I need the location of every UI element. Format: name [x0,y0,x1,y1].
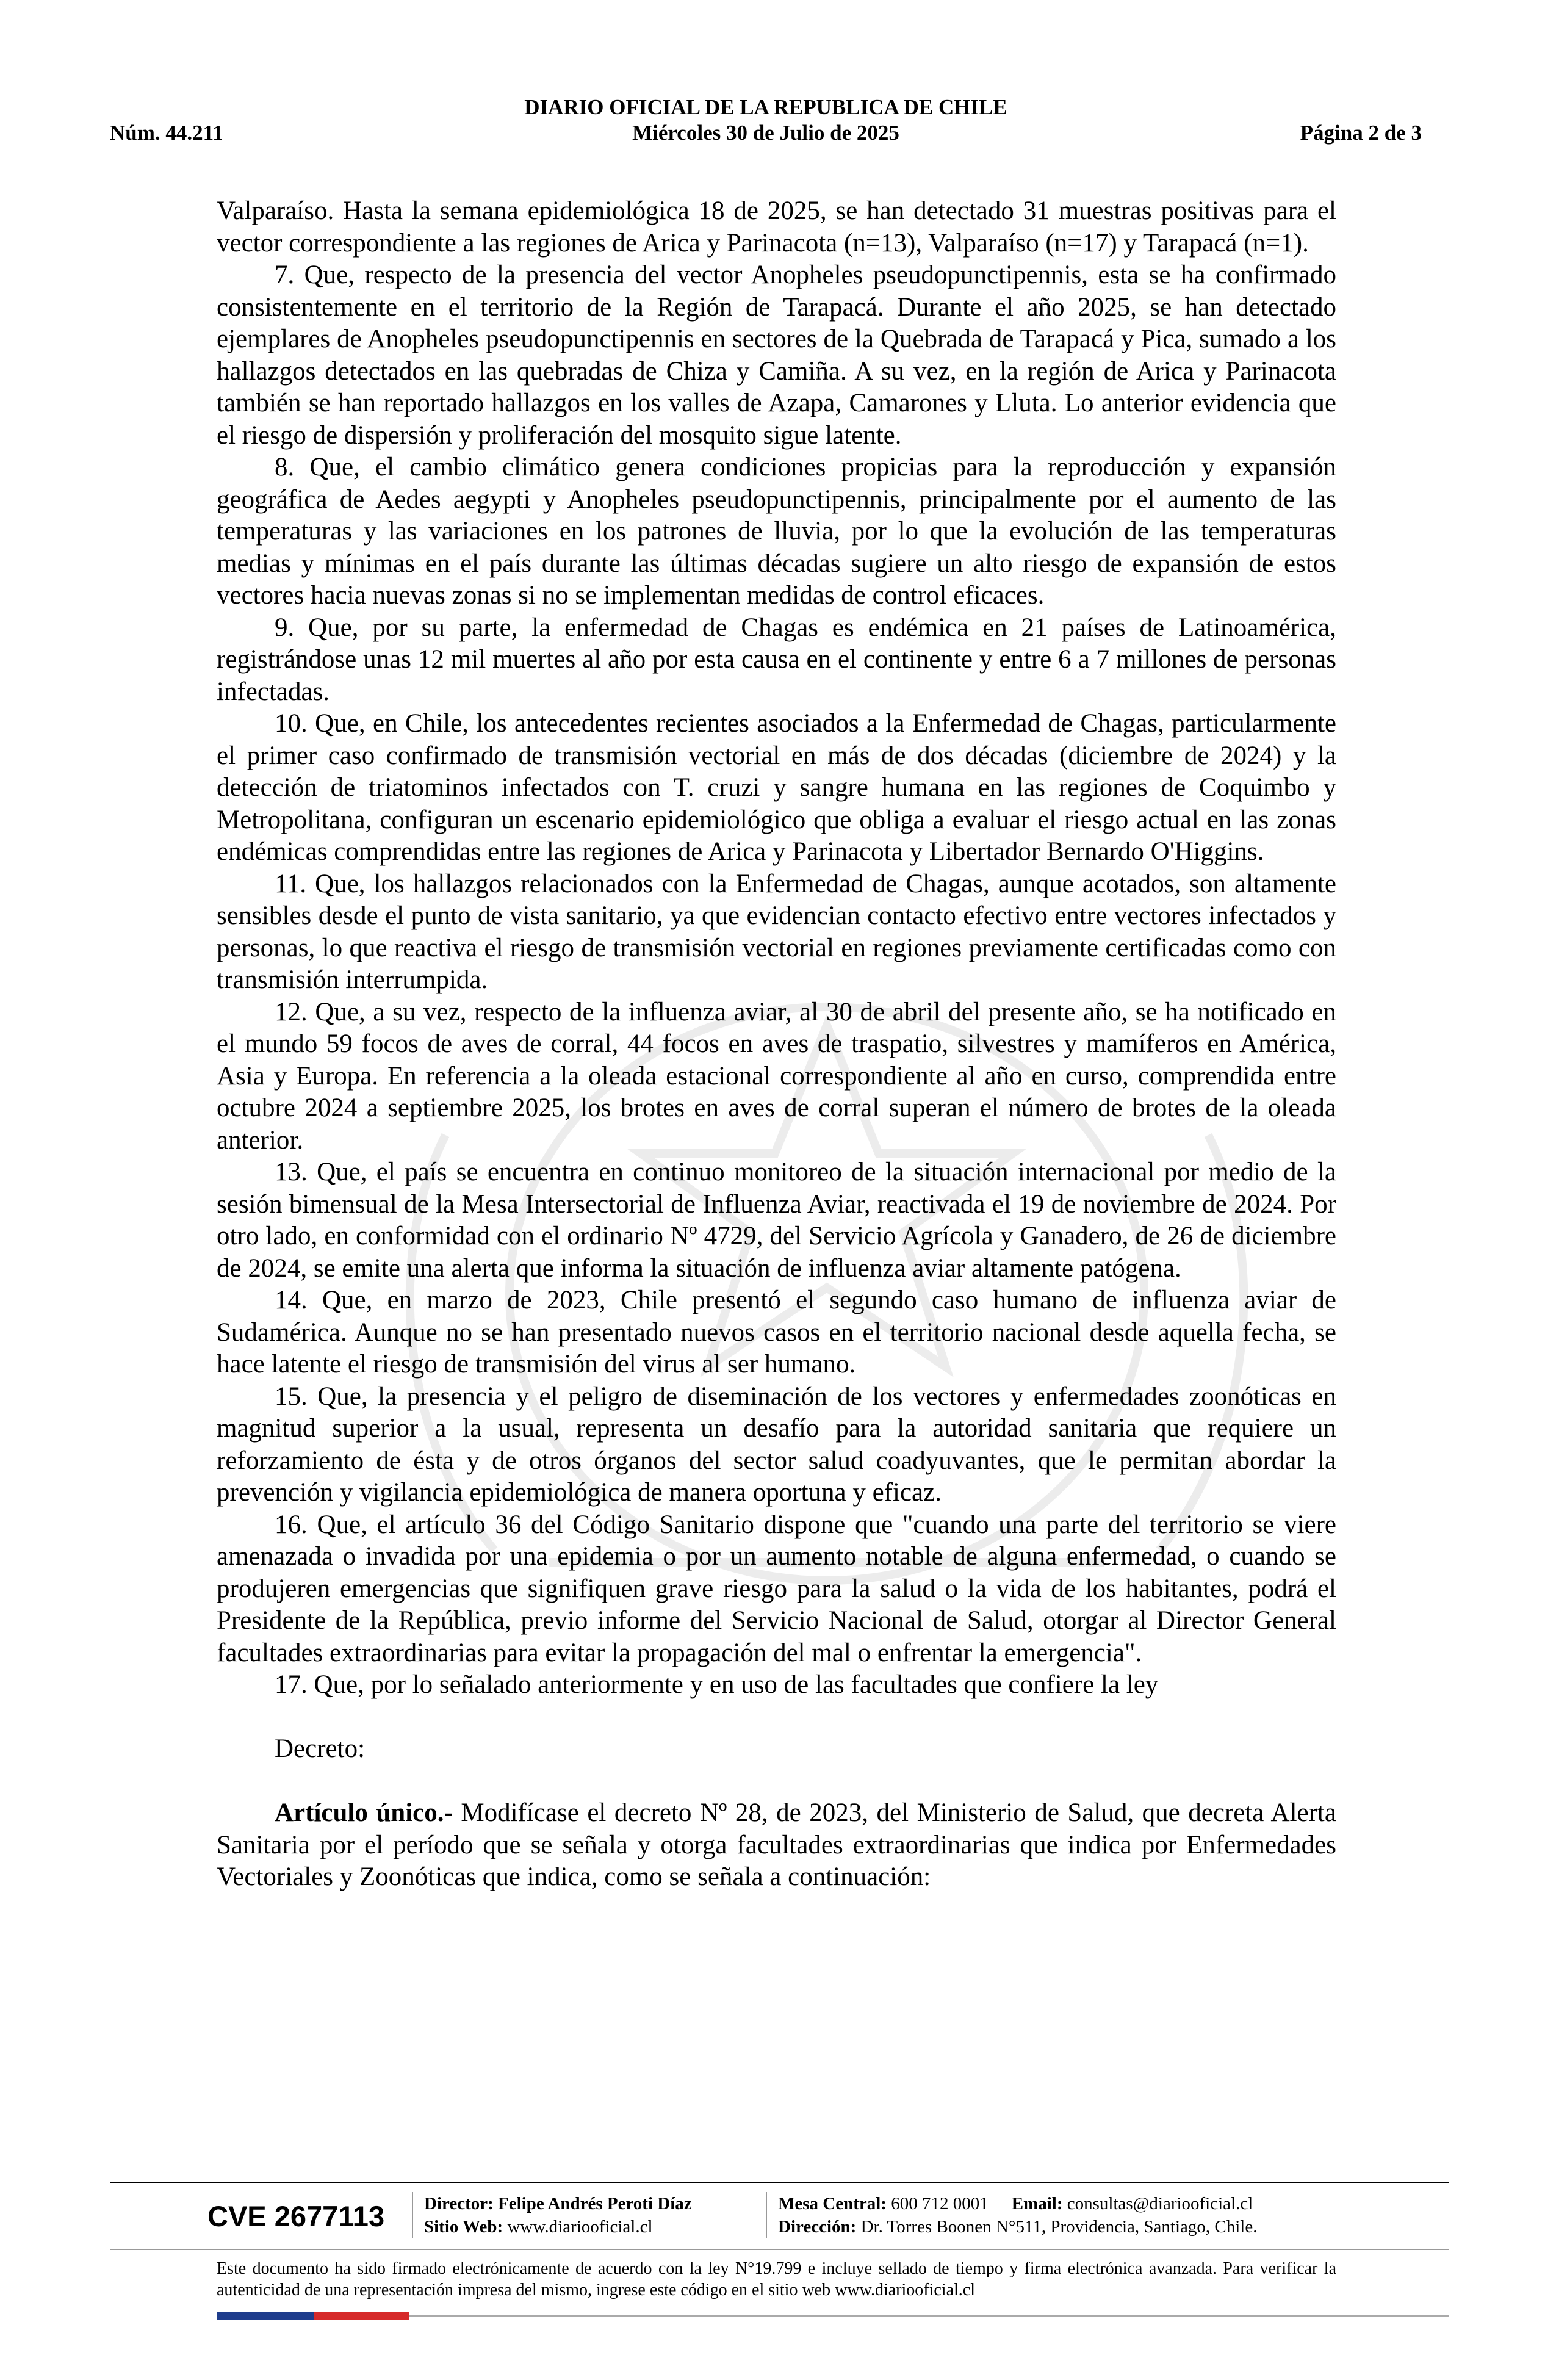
footer-divider [110,2249,1449,2250]
paragraph-14: 14. Que, en marzo de 2023, Chile presentó el segundo caso humano de influenza aviar de Sudamérica. Aunque no se han presentado nuevos casos en el territorio nacional desde aquella fecha, se hace latente el riesgo de transmisión del virus al ser humano. [217,1286,1336,1379]
address-line [778,2215,1449,2238]
footer-separator [766,2192,767,2238]
issue-date: Miércoles 30 de Julio de 2025 [632,121,899,145]
website-link[interactable]: www.diariooficial.cl [503,2217,653,2237]
address-label: Dirección: [778,2217,857,2237]
articulo-text: Modifícase el decreto Nº 28, de 2023, del Ministerio de Salud, que decreta Alerta Sanitaria por el período que se señala y otorga facultades extraordinarias que indica por Enfermedades Vectoriales y Zoonóticas que indica, como se señala a continuación: [217,1798,1336,1891]
spacer [217,1765,1336,1798]
articulo-unico [217,1797,1336,1894]
paragraph-13: 13. Que, el país se encuentra en continuo monitoreo de la situación internacional por medio de la sesión bimensual de la Mesa Intersectorial de Influenza Aviar, reactivada el 19 de noviembre de 2024. Por otro lado, en conformidad con el ordinario Nº 4729, del Servicio Agrícola y Ganadero, de 26 de diciembre de 2024, se emite una alerta que informa la situación de influenza aviar altamente patógena. [217,1158,1336,1283]
flag-stripe-red [314,2312,409,2320]
footer-separator [412,2192,413,2238]
decreto-heading: Decreto: [275,1734,366,1763]
cve-code: CVE 2677113 [207,2200,385,2232]
contact-line [778,2192,1449,2215]
newspaper-title: DIARIO OFICIAL DE LA REPUBLICA DE CHILE [524,95,1007,119]
paragraph-10: 10. Que, en Chile, los antecedentes recientes asociados a la Enfermedad de Chagas, particularmente el primer caso confirmado de transmisión vectorial en más de dos décadas (diciembre de 2024) y la detección de triatominos infectados con T. cruzi y sangre humana en las regiones de Coquimbo y Metropolitana, configuran un escenario epidemiológico que obliga a evaluar el riesgo actual en las zonas endémicas comprendidas entre las regiones de Arica y Parinacota y Libertador Bernardo O'Higgins. [217,709,1336,866]
spacer [217,1701,1336,1734]
email-label: Email: [1011,2194,1063,2213]
paragraph-12: 12. Que, a su vez, respecto de la influenza aviar, al 30 de abril del presente año, se ha notificado en el mundo 59 focos de aves de corral, 44 focos en aves de traspatio, silvestres y mamíferos en América, Asia y Europa. En referencia a la oleada estacional correspondiente al año en curso, comprendida entre octubre 2024 a septiembre 2025, los brotes en aves de corral superan el número de brotes de la oleada anterior. [217,997,1336,1155]
paragraph-16: 16. Que, el artículo 36 del Código Sanitario dispone que "cuando una parte del territorio se viere amenazada o invadida por una epidemia o por un aumento notable de alguna enfermedad, o cuando se produjeren emergencias que signifiquen grave riesgo para la salud o la vida de los habitantes, podrá el Presidente de la República, previo informe del Servicio Nacional de Salud, otorgar al Director General facultades extraordinarias para evitar la propagación del mal o enfrentar la emergencia". [217,1510,1336,1667]
legal-notice: Este documento ha sido firmado electrónicamente de acuerdo con la ley N°19.799 e incluye sellado de tiempo y firma electrónica avanzada. Para verificar la autenticidad de una representación impresa del mismo, ingrese este código en el sitio web www.diariooficial.cl [217,2259,1336,2299]
footer-bottom-line [409,2315,1449,2317]
paragraph-7: 7. Que, respecto de la presencia del vector Anopheles pseudopunctipennis, esta se ha confirmado consistentemente en el territorio de la Región de Tarapacá. Durante el año 2025, se han detectado ejemplares de Anopheles pseudopunctipennis en sectores de la Quebrada de Tarapacá y Pica, sumado a los hallazgos detectados en las quebradas de Chiza y Camiña. A su vez, en la región de Arica y Parinacota también se han reportado hallazgos en los valles de Azapa, Camarones y Lluta. Lo anterior evidencia que el riesgo de dispersión y proliferación del mosquito sigue latente. [217,261,1336,450]
paragraph-17: 17. Que, por lo señalado anteriormente y en uso de las facultades que confiere la ley [275,1670,1159,1699]
address-value: Dr. Torres Boonen N°511, Providencia, Santiago, Chile. [856,2217,1258,2237]
page-header [110,95,1422,150]
website-line [424,2215,760,2238]
paragraph-11: 11. Que, los hallazgos relacionados con la Enfermedad de Chagas, aunque acotados, son altamente sensibles desde el punto de vista sanitario, ya que evidencian contacto efectivo entre vectores infectados y personas, lo que reactiva el riesgo de transmisión vectorial en regiones previamente certificadas como con transmisión interrumpida. [217,869,1336,994]
footer-director-block [424,2192,760,2238]
paragraph-15: 15. Que, la presencia y el peligro de diseminación de los vectores y enfermedades zoonóticas en magnitud superior a la usual, representa un desafío para la autoridad sanitaria que requiere un reforzamiento de ésta y de otros órganos del sector salud coadyuvantes, que le permitan abordar la prevención y vigilancia epidemiológica de manera oportuna y eficaz. [217,1382,1336,1507]
email-link[interactable]: consultas@diariooficial.cl [1062,2194,1253,2213]
footer-contact-block [778,2192,1449,2238]
paragraph-9: 9. Que, por su parte, la enfermedad de Chagas es endémica en 21 países de Latinoamérica, registrándose unas 12 mil muertes al año por esta causa en el continente y entre 6 a 7 millones de personas infectadas. [217,613,1336,706]
page-indicator: Página 2 de 3 [1300,121,1422,145]
website-label: Sitio Web: [424,2217,503,2237]
mesa-phone: 600 712 0001 [886,2194,989,2213]
director-name: Director: Felipe Andrés Peroti Díaz [424,2194,692,2213]
articulo-label: Artículo único.- [275,1798,453,1827]
paragraph-8: 8. Que, el cambio climático genera condiciones propicias para la reproducción y expansión geográfica de Aedes aegypti y Anopheles pseudopunctipennis, principalmente por el aumento de las temperaturas y las variaciones en los patrones de lluvia, por lo que la evolución de las temperaturas medias y mínimas en el país durante las últimas décadas sugiere un alto riesgo de expansión de estos vectores hacia nuevas zonas si no se implementan medidas de control eficaces. [217,453,1336,610]
issue-number: Núm. 44.211 [110,121,223,145]
footer-divider [110,2182,1449,2183]
document-body [217,195,1336,1894]
paragraph-continuation: Valparaíso. Hasta la semana epidemiológica 18 de 2025, se han detectado 31 muestras positivas para el vector correspondiente a las regiones de Arica y Parinacota (n=13), Valparaíso (n=17) y Tarapacá (n=1). [217,197,1336,258]
flag-stripe-blue [217,2312,314,2320]
mesa-label: Mesa Central: [778,2194,887,2213]
